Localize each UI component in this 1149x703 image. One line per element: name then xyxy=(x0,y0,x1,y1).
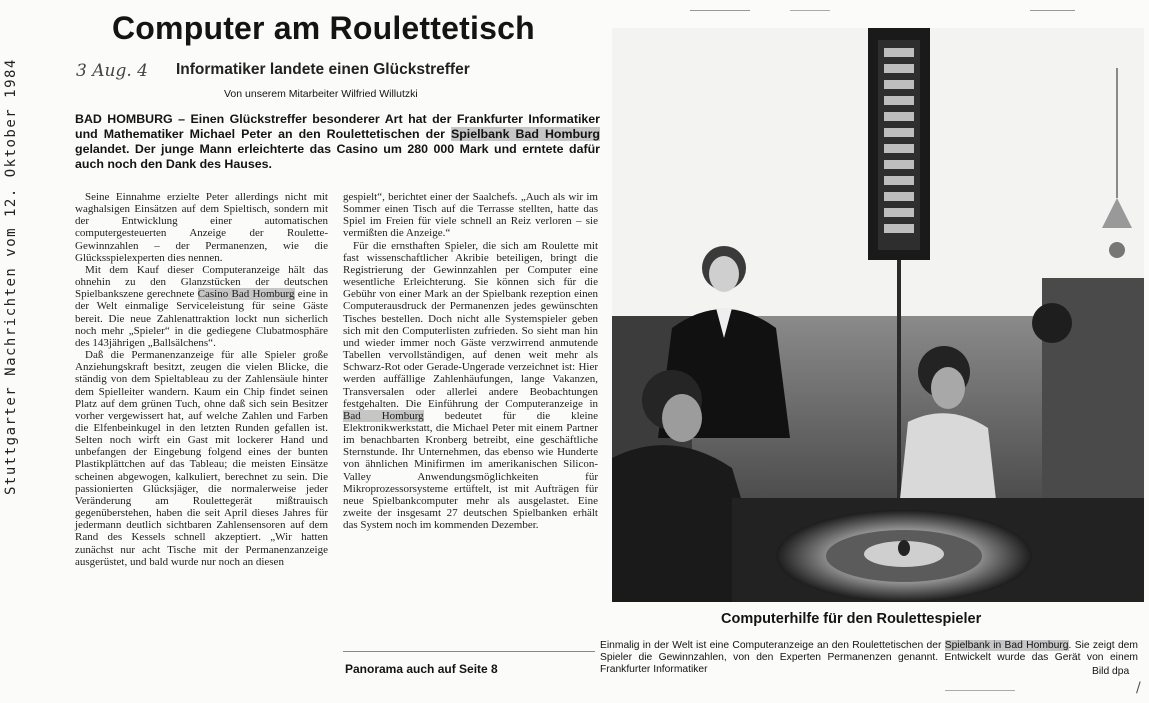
column2-highlight: Bad Homburg xyxy=(343,409,424,422)
column1-paragraph-3: Daß die Permanenzanzeige für alle Spieler große Anziehungskraft besitzt, zeugen die vielen Blicke, die ständig von dem Spieltableau zu der Zahlensäule hinter dem Spielleiter wandern. Kaum ein Chip findet seinen Platz auf dem grünen Tuch, ohne daß sich sein Besitzer vorher vergewissert hat, auf welche Zahlen und Farben die Elfenbeinkugel in den letzten Runden gefallen ist. Selten noch wirft ein Gast mit lockerer Hand und unbefangen der Eingebung folgend eines der bunten Plastikplättchen auf das Tableau; die meisten Einsätze scheinen abgewogen, kalkuliert, berechnet zu sein. Die passionierten Glücksjäger, die normalerweise jeder Veränderung am Roulettegerät mißtrauisch gegenüberstehen, haben die seit April dieses Jahres für jedermann deutlich sichtbaren Zahlensensoren auf dem Rand des Kessels schnell akzeptiert. „Wir hatten zunächst nur acht Tische mit der Permanenzanzeige ausgerüstet, und bald wurde nur noch an diesen xyxy=(75,349,328,568)
article-column-1 xyxy=(75,191,328,568)
photo-credit: Bild dpa xyxy=(1092,666,1130,677)
bottom-rule-mark xyxy=(945,690,1015,691)
column1-paragraph-2 xyxy=(75,264,328,349)
top-rule-mark xyxy=(690,10,750,11)
photo-caption xyxy=(600,640,1138,676)
article-headline: Computer am Roulettetisch xyxy=(112,10,535,46)
lead-highlight: Spielbank Bad Homburg xyxy=(450,127,601,141)
photo-caption-title: Computerhilfe für den Roulettespieler xyxy=(721,611,982,627)
lead-paragraph xyxy=(75,112,600,172)
top-rule-mark xyxy=(790,10,830,11)
caption-text-1: Einmalig in der Welt ist eine Computeranzeige an den Roulettetischen der xyxy=(600,640,945,651)
column1-text-b: eine in der Welt einmalige Serviceleistung für seine Gäste bereit. Die neue Zahlenattraktion lockt nun sicherlich noch mehr „Spieler“ in die gediegene Clubatmosphäre des 143jährigen „Ballsälchens“. xyxy=(75,288,328,349)
panorama-divider xyxy=(343,651,595,652)
column2-paragraph-1: gespielt“, berichtet einer der Saalchefs. „Auch als wir im Sommer einen Tisch auf die Terrasse stellten, hatte das Spiel im Freien für viele schnell an Reiz verloren – sie vermißten die Anzeige.“ xyxy=(343,191,598,240)
pen-mark: / xyxy=(1136,680,1141,696)
column2-text-b: bedeutet für die kleine Elektronikwerkstatt, die Michael Peter mit einem Partner im benachbarten Kronberg betreibt, eine geschäftliche Sternstunde. Ihr Unternehmen, das ebenso wie Hunderte von ähnlichen Minifirmen im amerikanischen Silicon-Valley Anwendungsmöglichkeiten für Mikroprozessorsysteme ertüftelt, ist mit Aufträgen für neue Spielbankcomputer mehr als ausgelastet. Eine zweite der insgesamt 27 deutschen Spielbanken erhält das System noch im kommenden Dezember. xyxy=(343,409,598,532)
column1-paragraph-1: Seine Einnahme erzielte Peter allerdings nicht mit waghalsigen Einsätzen auf dem Spieltisch, sondern mit der Entwicklung einer automatischen computergesteuerten Anzeige der Roulette-Gewinnzahlen – der Permanenzen, wie die Glücksspielexperten dies nennen. xyxy=(75,191,328,264)
caption-highlight: Spielbank in Bad Homburg xyxy=(944,640,1069,651)
caption-text-2: . Sie zeigt dem Spieler die Gewinnzahlen, von den Experten Permanenzen genannt. Entwickelt wurde das Gerät von einem Frankfurter Informatiker xyxy=(600,640,1138,675)
lead-text-1: BAD HOMBURG – Einen Glückstreffer besonderer Art hat der Frankfurter Informatiker und Mathematiker Michael Peter an den Roulettetischen der xyxy=(75,112,600,141)
column2-text: Für die ernsthaften Spieler, die sich am Roulette mit fast wissenschaftlicher Akribie beteiligen, bringt die Registrierung der Gewinnzahlen per Computer eine wesentliche Erleichterung. Sie können sich für die Gebühr von einer Mark an der Spielbank rezeption einen Computerausdruck der Permanenzen jedes gewünschten Tisches bestellen. Doch nicht alle Systemspieler geben sich mit den Computerlisten zufrieden. So sieht man hin und wieder immer noch Gäste verzwirrend anmutende Tabellen vervollständigen, auf denen weit mehr als Schwarz-Rot oder Gerade-Ungerade verzeichnet ist: Hier werden auffällige Zahlenhäufungen, lange Vakanzen, Transversalen oder allerlei andere Beobachtungen festgehalten. Die Einführung der Computeranzeige in xyxy=(343,239,598,410)
article-subheadline: Informatiker landete einen Glückstreffer xyxy=(176,61,470,78)
article-byline: Von unserem Mitarbeiter Wilfried Willutzki xyxy=(224,88,418,100)
column2-paragraph-2 xyxy=(343,240,598,532)
handwritten-note: 3 Aug. 4 xyxy=(76,61,148,81)
column1-text: Mit dem Kauf dieser Computeranzeige hält das ohnehin zu den Glanzstücken der deutschen Spielbankszene gerechnete xyxy=(75,263,328,301)
article-column-2 xyxy=(343,191,598,531)
panorama-reference: Panorama auch auf Seite 8 xyxy=(345,662,498,676)
archive-source-label: Stuttgarter Nachrichten vom 12. Oktober 1984 xyxy=(3,58,19,495)
top-rule-mark xyxy=(1030,10,1075,11)
casino-photo xyxy=(612,28,1144,602)
photo-illustration xyxy=(612,28,1144,602)
column1-highlight: Casino Bad Homburg xyxy=(197,288,295,301)
lead-text-2: gelandet. Der junge Mann erleichterte das Casino um 280 000 Mark und erntete dafür auch noch den Dank des Hauses. xyxy=(75,142,600,171)
